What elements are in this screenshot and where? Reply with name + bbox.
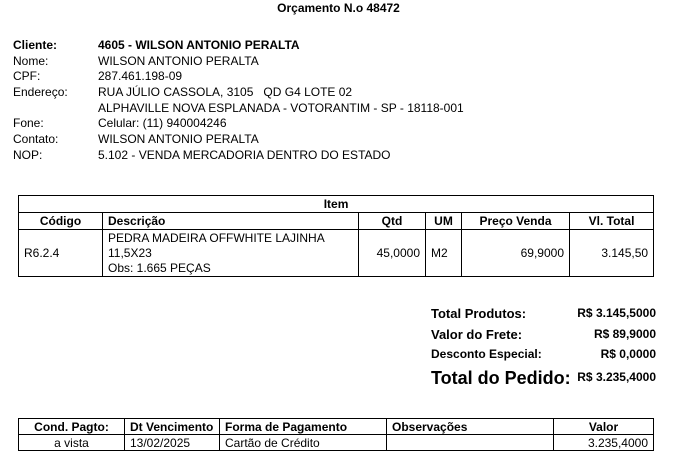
endereco-row [13,85,464,101]
items-section-title: Item [19,196,654,213]
nop-value: 5.102 - VENDA MERCADORIA DENTRO DO ESTADO [98,147,391,162]
items-header-row [19,213,654,230]
header-preco: Preço Venda [462,213,570,230]
header-descricao: Descrição [103,213,359,230]
table-row [19,230,654,277]
item-desc-line1: PEDRA MADEIRA OFFWHITE LAJINHA [108,230,325,245]
header-valor: Valor [554,419,654,435]
pay-forma: Cartão de Crédito [220,435,387,451]
nome-value: WILSON ANTONIO PERALTA [98,53,259,68]
cpf-label: CPF: [13,69,41,84]
total-pedido-value: R$ 3.235,4000 [577,370,656,384]
desconto-value: R$ 0,0000 [600,347,656,361]
header-um: UM [426,213,462,230]
client-info [13,38,464,164]
item-desc-line2: 11,5X23 [108,245,152,260]
header-codigo: Código [19,213,103,230]
header-total: Vl. Total [570,213,654,230]
endereco-label: Endereço: [13,85,68,100]
fone-value: Celular: (11) 940004246 [98,116,227,131]
header-qtd: Qtd [359,213,426,230]
item-qtd: 45,0000 [359,230,426,277]
desconto-label: Desconto Especial: [431,347,542,361]
endereco-line1: RUA JÚLIO CASSOLA, 3105 QD G4 LOTE 02 [98,85,353,100]
valor-frete-row [431,327,656,343]
page-title: Orçamento N.o 48472 [277,1,400,15]
cliente-value: 4605 - WILSON ANTONIO PERALTA [98,38,300,52]
header-cond-pagto: Cond. Pagto: [19,419,125,435]
cpf-row [13,69,464,85]
total-produtos-row [431,306,656,322]
nop-label: NOP: [13,147,43,162]
fone-label: Fone: [13,116,44,131]
pay-valor: 3.235,4000 [554,435,654,451]
item-um: M2 [426,230,462,277]
pay-cond: a vista [19,435,125,451]
payment-header-row [19,419,654,435]
nome-row [13,54,464,70]
fone-row [13,116,464,132]
item-preco: 69,9000 [462,230,570,277]
item-desc-line3: Obs: 1.665 PEÇAS [108,260,211,275]
total-pedido-label: Total do Pedido: [431,368,571,388]
endereco-row-2 [13,101,464,117]
contato-label: Contato: [13,132,59,147]
payment-table [18,418,654,451]
pay-venc: 13/02/2025 [125,435,220,451]
items-table [18,195,654,277]
header-dt-vencimento: Dt Vencimento [125,419,220,435]
total-produtos-label: Total Produtos: [431,306,527,321]
pay-obs [387,435,554,451]
cliente-label: Cliente: [13,38,58,52]
item-descricao [103,230,359,277]
desconto-row [431,347,656,363]
nome-label: Nome: [13,53,49,68]
client-row [13,38,464,54]
contato-row [13,132,464,148]
header-observacoes: Observações [387,419,554,435]
endereco-line2: ALPHAVILLE NOVA ESPLANADA - VOTORANTIM - SP - 18118-001 [98,100,464,115]
total-pedido-row [431,368,656,390]
table-row [19,435,654,451]
nop-row [13,148,464,164]
item-total: 3.145,50 [570,230,654,277]
contato-value: WILSON ANTONIO PERALTA [98,132,259,147]
valor-frete-label: Valor do Frete: [431,327,523,342]
item-codigo: R6.2.4 [19,230,103,277]
valor-frete-value: R$ 89,9000 [593,327,656,341]
total-produtos-value: R$ 3.145,5000 [577,306,656,320]
header-forma-pagamento: Forma de Pagamento [220,419,387,435]
cpf-value: 287.461.198-09 [98,69,183,84]
